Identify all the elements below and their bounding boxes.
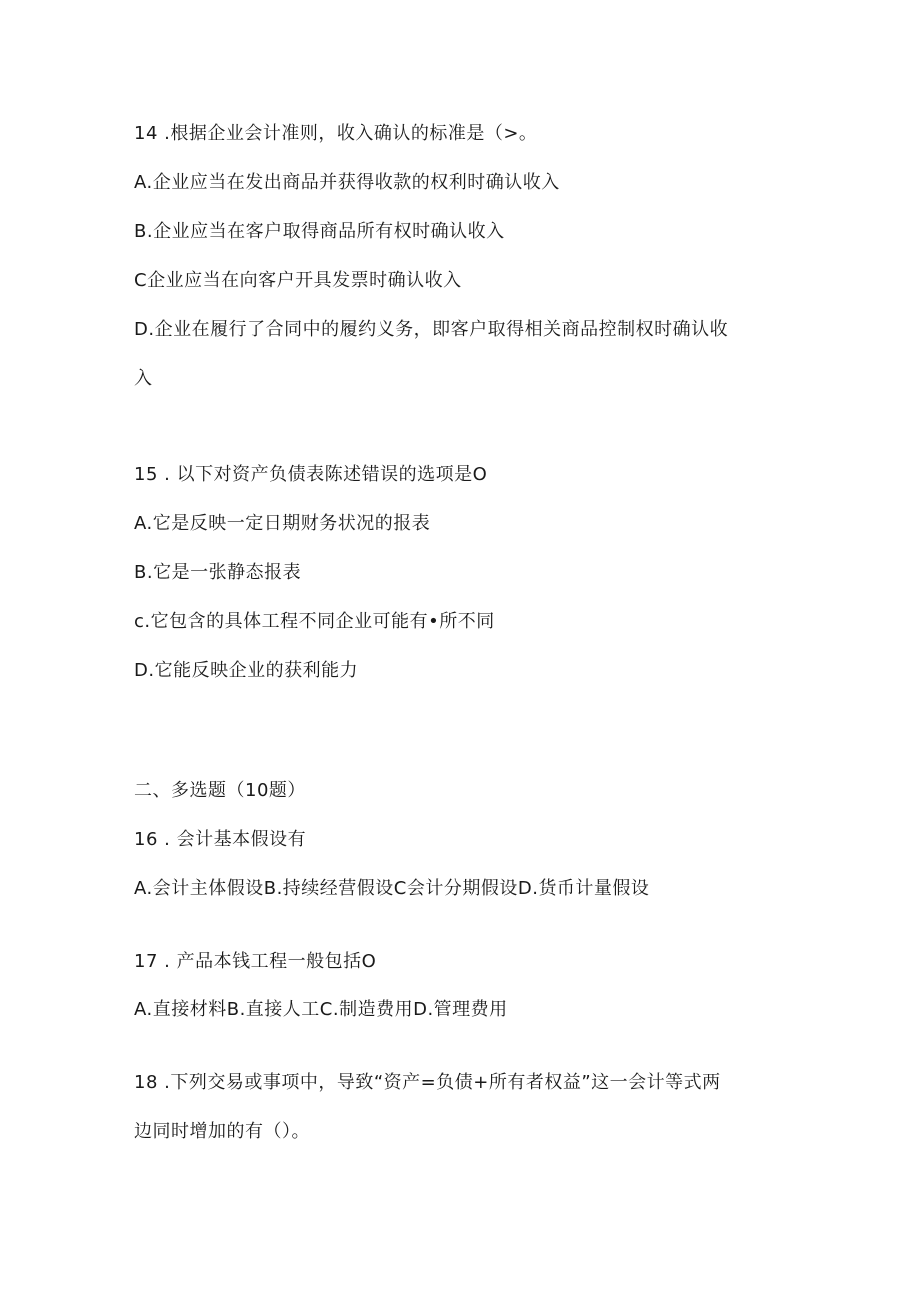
question-14-option-d-line1: D.企业在履行了合同中的履约义务，即客户取得相关商品控制权时确认收 xyxy=(134,319,729,340)
question-17-options: A.直接材料B.直接人工C.制造费用D.管理费用 xyxy=(134,999,508,1020)
question-16-stem: 16 . 会计基本假设有 xyxy=(134,829,307,850)
question-16-options: A.会计主体假设B.持续经营假设C会计分期假设D.货币计量假设 xyxy=(134,878,650,899)
question-14-option-d-line2: 入 xyxy=(134,368,153,389)
question-15-option-d: D.它能反映企业的获利能力 xyxy=(134,660,359,681)
question-18-stem-line1: 18 .下列交易或事项中，导致“资产=负债+所有者权益”这一会计等式两 xyxy=(134,1072,721,1093)
question-18-stem-line2: 边同时增加的有（）。 xyxy=(134,1121,310,1142)
section-heading: 二、多选题（10题） xyxy=(134,780,306,801)
question-14-stem: 14 .根据企业会计准则，收入确认的标准是（>。 xyxy=(134,123,538,144)
question-14-option-b: B.企业应当在客户取得商品所有权时确认收入 xyxy=(134,221,505,242)
question-14-option-c: C企业应当在向客户开具发票时确认收入 xyxy=(134,270,462,291)
question-15-stem: 15 . 以下对资产负债表陈述错误的选项是O xyxy=(134,464,488,485)
question-15-option-c: c.它包含的具体工程不同企业可能有•所不同 xyxy=(134,611,495,632)
question-15-option-a: A.它是反映一定日期财务状况的报表 xyxy=(134,513,431,534)
question-17-stem: 17 . 产品本钱工程一般包括O xyxy=(134,951,377,972)
question-15-option-b: B.它是一张静态报表 xyxy=(134,562,302,583)
question-14-option-a: A.企业应当在发出商品并获得收款的权利时确认收入 xyxy=(134,172,560,193)
